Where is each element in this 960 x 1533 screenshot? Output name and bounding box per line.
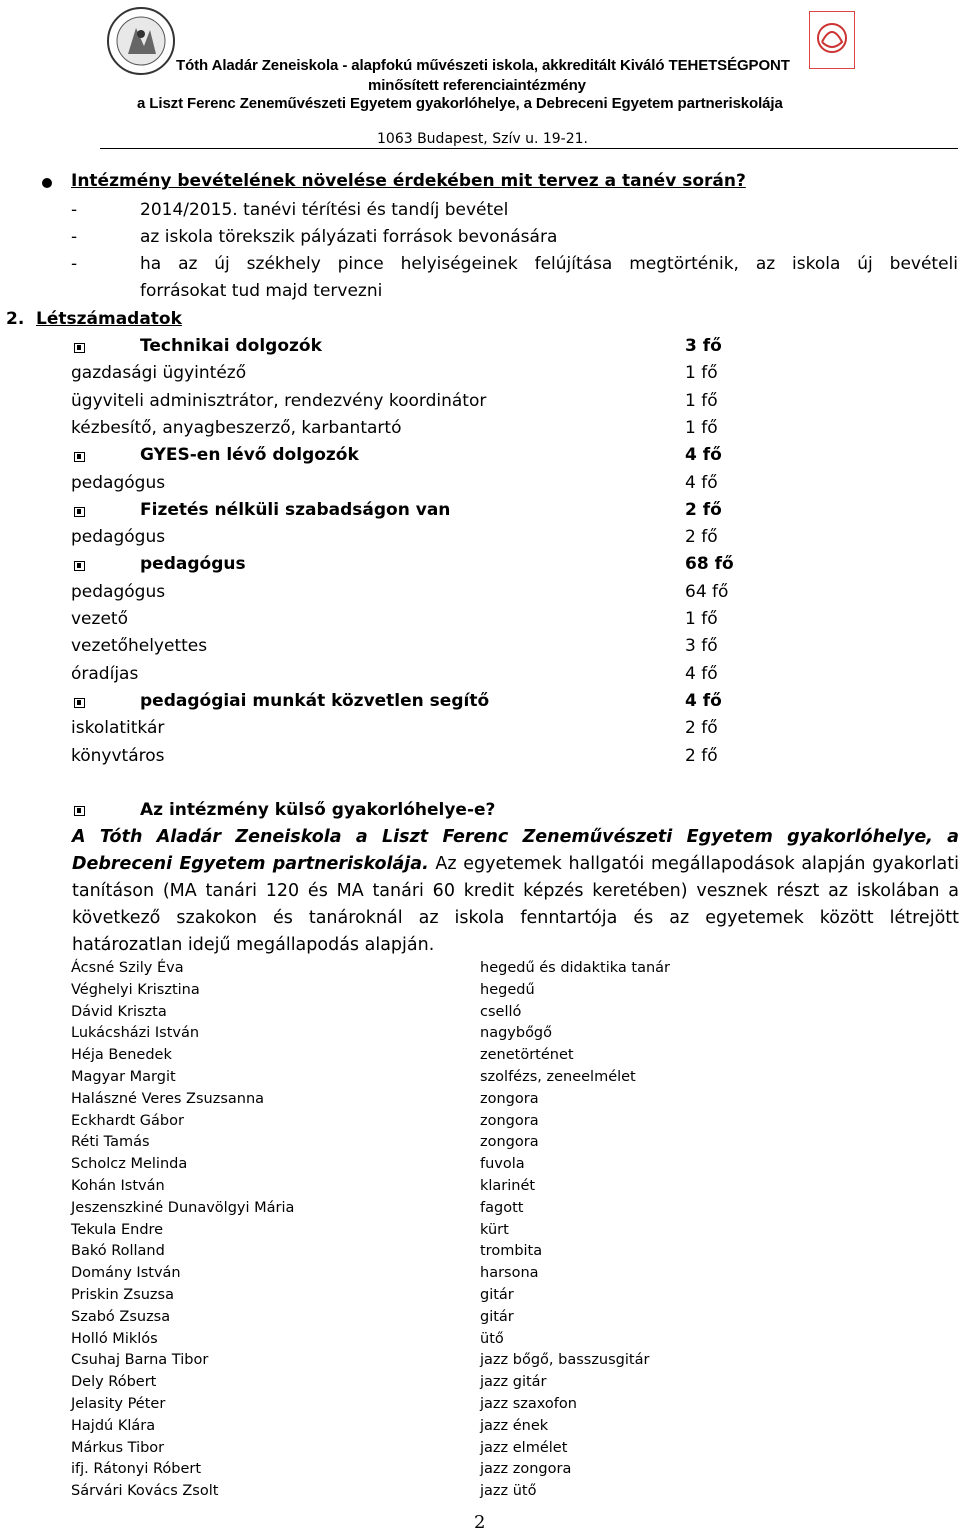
teacher-name: Eckhardt Gábor	[71, 1113, 184, 1129]
staff-row-label: pedagógus	[140, 554, 246, 574]
header-title-line-1: Tóth Aladár Zeneiskola - alapfokú művészeti iskola, akkreditált Kiváló TEHETSÉGPONT	[176, 57, 790, 74]
teacher-name: Szabó Zsuzsa	[71, 1309, 171, 1325]
section-title: Létszámadatok	[36, 309, 182, 329]
teacher-subject: jazz szaxofon	[480, 1396, 577, 1412]
teacher-subject: klarinét	[480, 1178, 536, 1194]
teacher-name: Jeszenszkiné Dunavölgyi Mária	[71, 1200, 295, 1216]
teacher-subject: harsona	[480, 1265, 539, 1281]
teacher-name: Márkus Tibor	[71, 1440, 165, 1456]
staff-row-count: 1 fő	[685, 363, 718, 383]
teacher-name: Véghelyi Krisztina	[71, 982, 200, 998]
staff-row-label: pedagógiai munkát közvetlen segítő	[140, 691, 490, 711]
teacher-name: Scholcz Melinda	[71, 1156, 188, 1172]
square-bullet-icon	[74, 698, 85, 708]
staff-row-label: vezető	[71, 609, 128, 629]
teacher-name: ifj. Rátonyi Róbert	[71, 1461, 202, 1477]
practice-italic-text: A Tóth Aladár Zeneiskola a Liszt Ferenc Zeneművészeti Egyetem gyakorlóhelye, a Debreceni Egyetem partneriskolája.	[72, 827, 959, 874]
teacher-subject: jazz elmélet	[480, 1440, 568, 1456]
teacher-name: Bakó Rolland	[71, 1243, 165, 1259]
staff-row-label: ügyviteli adminisztrátor, rendezvény koordinátor	[71, 391, 487, 411]
practice-paragraph	[72, 824, 959, 959]
teacher-subject: trombita	[480, 1243, 543, 1259]
teacher-name: Dávid Kriszta	[71, 1004, 167, 1020]
staff-row-count: 68 fő	[685, 554, 734, 574]
staff-row-count: 1 fő	[685, 609, 718, 629]
teacher-name: Jelasity Péter	[71, 1396, 166, 1412]
staff-row-label: könyvtáros	[71, 746, 165, 766]
staff-row-count: 3 fő	[685, 636, 718, 656]
teacher-subject: cselló	[480, 1004, 522, 1020]
header-divider	[100, 148, 958, 149]
staff-row-label: pedagógus	[71, 527, 166, 547]
revenue-dash-1: -	[71, 200, 78, 220]
teacher-subject: szolfézs, zeneelmélet	[480, 1069, 636, 1085]
staff-row-count: 64 fő	[685, 582, 729, 602]
staff-row-count: 2 fő	[685, 746, 718, 766]
teacher-name: Lukácsházi István	[71, 1025, 200, 1041]
staff-row-label: pedagógus	[71, 582, 166, 602]
revenue-item-2: az iskola törekszik pályázati források bevonására	[140, 227, 558, 247]
square-bullet-icon	[74, 343, 85, 353]
staff-row-label: GYES-en lévő dolgozók	[140, 445, 359, 465]
square-bullet-icon	[74, 507, 85, 517]
staff-row-count: 3 fő	[685, 336, 722, 356]
teacher-subject: zongora	[480, 1091, 539, 1107]
practice-question: Az intézmény külső gyakorlóhelye-e?	[140, 800, 496, 820]
teacher-name: Hajdú Klára	[71, 1418, 156, 1434]
staff-row-label: Fizetés nélküli szabadságon van	[140, 500, 451, 520]
revenue-dash-3: -	[71, 254, 78, 274]
teacher-subject: fagott	[480, 1200, 524, 1216]
header-title-line-2: minősített referenciaintézmény	[368, 77, 586, 94]
square-bullet-icon	[74, 806, 85, 816]
teacher-name: Kohán István	[71, 1178, 165, 1194]
staff-row-count: 4 fő	[685, 691, 722, 711]
staff-row-label: vezetőhelyettes	[71, 636, 208, 656]
revenue-item-3: ha az új székhely pince helyiségeinek felújítása megtörténik, az iskola új bevételi	[140, 254, 958, 274]
staff-row-label: Technikai dolgozók	[140, 336, 322, 356]
header-address: 1063 Budapest, Szív u. 19-21.	[377, 131, 588, 147]
revenue-heading: Intézmény bevételének növelése érdekében mit tervez a tanév során?	[71, 171, 746, 191]
teacher-subject: hegedű	[480, 982, 535, 998]
teacher-name: Tekula Endre	[71, 1222, 164, 1238]
teacher-subject: zongora	[480, 1134, 539, 1150]
teacher-name: Sárvári Kovács Zsolt	[71, 1483, 219, 1499]
section-number: 2.	[6, 309, 25, 329]
teacher-name: Héja Benedek	[71, 1047, 172, 1063]
revenue-item-1: 2014/2015. tanévi térítési és tandíj bevétel	[140, 200, 509, 220]
square-bullet-icon	[74, 561, 85, 571]
teacher-name: Ácsné Szily Éva	[71, 960, 184, 976]
staff-row-count: 2 fő	[685, 500, 722, 520]
teacher-subject: jazz ütő	[480, 1483, 537, 1499]
staff-row-label: kézbesítő, anyagbeszerző, karbantartó	[71, 418, 402, 438]
teacher-subject: gitár	[480, 1309, 514, 1325]
teacher-name: Dely Róbert	[71, 1374, 157, 1390]
teacher-name: Priskin Zsuzsa	[71, 1287, 174, 1303]
teacher-subject: jazz gitár	[480, 1374, 547, 1390]
teacher-subject: fuvola	[480, 1156, 525, 1172]
practice-normal-text: Az egyetemek hallgatói megállapodások alapján gyakorlati tanításon (MA tanári 120 és MA tanári 60 kredit képzés keretében) vesznek részt az iskolában a következő szakokon és tanároknál az iskola fenntartója és az egyetemek között létrejött határozatlan idejű megállapodás alapján.	[72, 854, 959, 955]
staff-row-count: 1 fő	[685, 418, 718, 438]
teacher-name: Domány István	[71, 1265, 181, 1281]
staff-row-label: óradíjas	[71, 664, 139, 684]
teacher-name: Réti Tamás	[71, 1134, 150, 1150]
staff-row-count: 2 fő	[685, 718, 718, 738]
teacher-subject: jazz ének	[480, 1418, 549, 1434]
header-title-line-3: a Liszt Ferenc Zeneművészeti Egyetem gyakorlóhelye, a Debreceni Egyetem partneriskolája	[137, 95, 783, 112]
teacher-name: Csuhaj Barna Tibor	[71, 1352, 209, 1368]
tehetsegpont-logo-icon	[809, 11, 855, 69]
teacher-subject: gitár	[480, 1287, 514, 1303]
teacher-subject: zongora	[480, 1113, 539, 1129]
staff-row-count: 4 fő	[685, 473, 718, 493]
teacher-subject: zenetörténet	[480, 1047, 574, 1063]
teacher-subject: jazz bőgő, basszusgitár	[480, 1352, 650, 1368]
bullet-dot-icon	[42, 178, 52, 188]
staff-row-label: pedagógus	[71, 473, 166, 493]
staff-row-count: 4 fő	[685, 445, 722, 465]
teacher-subject: jazz zongora	[480, 1461, 572, 1477]
revenue-dash-2: -	[71, 227, 78, 247]
revenue-item-3-continued: forrásokat tud majd tervezni	[140, 281, 383, 301]
teacher-name: Magyar Margit	[71, 1069, 176, 1085]
teacher-name: Halászné Veres Zsuzsanna	[71, 1091, 265, 1107]
page-number: 2	[474, 1512, 486, 1533]
square-bullet-icon	[74, 452, 85, 462]
teacher-name: Holló Miklós	[71, 1331, 158, 1347]
staff-row-count: 2 fő	[685, 527, 718, 547]
staff-row-count: 1 fő	[685, 391, 718, 411]
teacher-subject: hegedű és didaktika tanár	[480, 960, 671, 976]
staff-row-count: 4 fő	[685, 664, 718, 684]
teacher-subject: kürt	[480, 1222, 509, 1238]
teacher-subject: ütő	[480, 1331, 504, 1347]
school-seal-icon	[106, 6, 176, 76]
staff-row-label: gazdasági ügyintéző	[71, 363, 247, 383]
staff-row-label: iskolatitkár	[71, 718, 165, 738]
teacher-subject: nagybőgő	[480, 1025, 553, 1041]
